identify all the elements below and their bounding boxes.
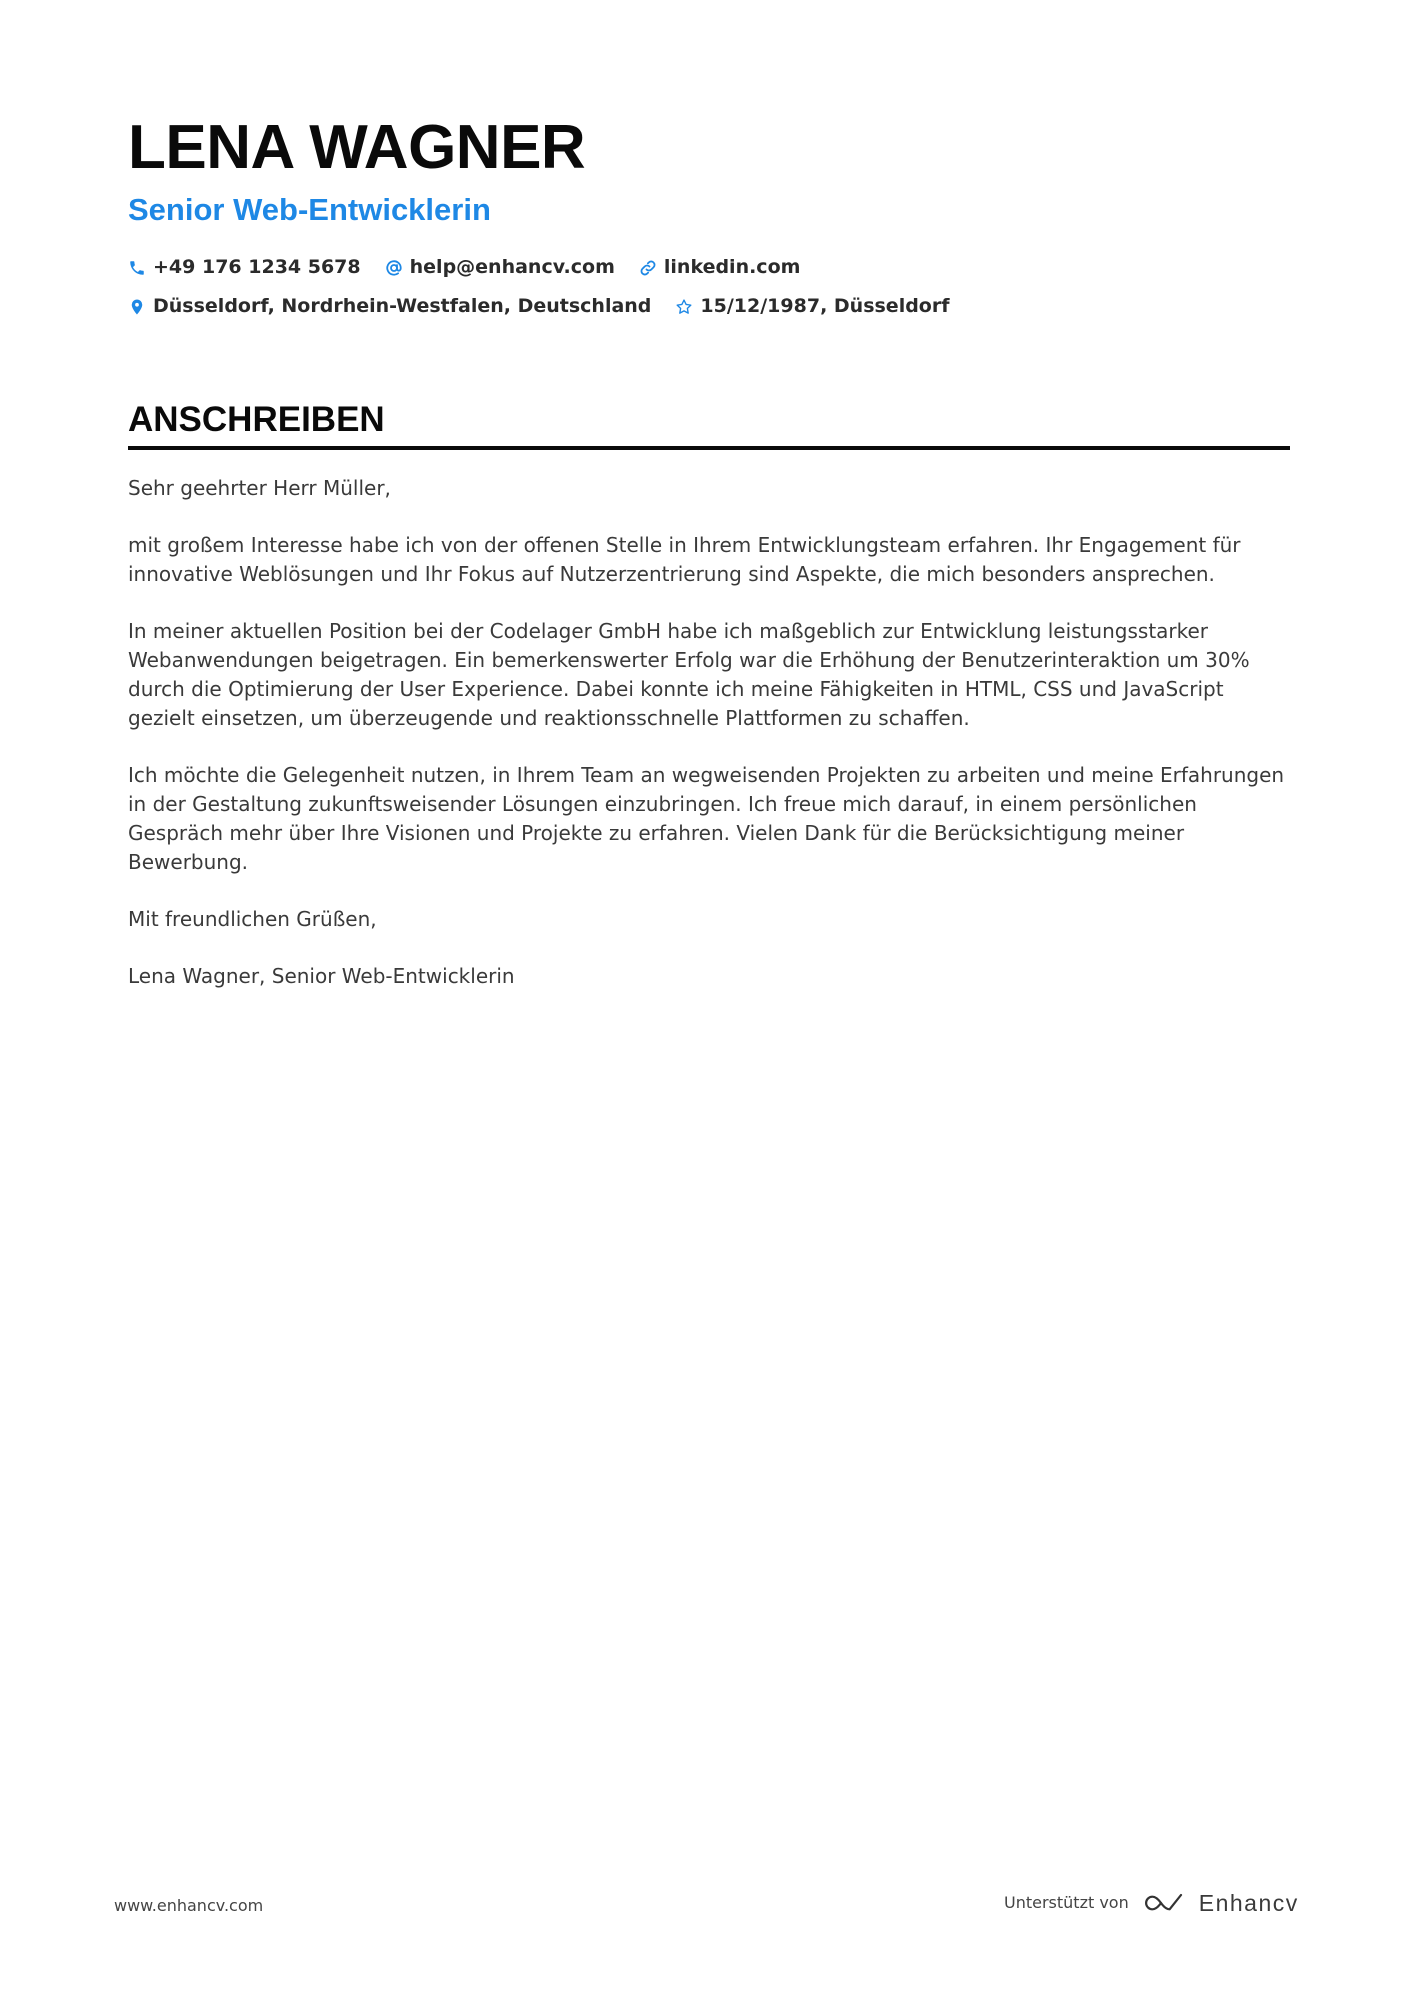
enhancv-logo-icon: [1141, 1890, 1187, 1916]
contact-email[interactable]: [385, 254, 615, 281]
linkedin-link[interactable]: linkedin.com: [663, 256, 801, 278]
powered-by-label: Unterstützt von: [1004, 1893, 1129, 1912]
phone-icon: [128, 259, 146, 277]
letter-closing: Mit freundlichen Grüßen,: [128, 907, 377, 931]
contact-birth: [675, 293, 949, 320]
letter-salutation: Sehr geehrter Herr Müller,: [128, 476, 391, 500]
contact-location: [128, 293, 651, 320]
contact-info: [128, 254, 1290, 320]
applicant-title: Senior Web-Entwicklerin: [128, 192, 491, 227]
section-divider: [128, 446, 1290, 450]
letter-body: [128, 474, 1290, 991]
letter-signature: Lena Wagner, Senior Web-Entwicklerin: [128, 964, 515, 988]
star-icon: [675, 298, 693, 316]
map-pin-icon: [128, 298, 146, 316]
birth-text: 15/12/1987, Düsseldorf: [700, 295, 950, 317]
link-icon: [639, 259, 657, 277]
applicant-name: LENA WAGNER: [128, 113, 586, 182]
location-text: Düsseldorf, Nordrhein-Westfalen, Deutschland: [153, 295, 652, 317]
cover-letter-page: [128, 110, 1290, 1019]
section-header: [128, 400, 1290, 450]
letter-paragraph: Ich möchte die Gelegenheit nutzen, in Ihrem Team an wegweisenden Projekten zu arbeiten und meine Erfahrungen in der Gestaltung zukunftsweisender Lösungen einzubringen. Ich freue mich darauf, in einem persönlichen Gespräch mehr über Ihre Visionen und Projekte zu erfahren. Vielen Dank für die Berücksichtigung meiner Bewerbung.: [128, 763, 1285, 874]
section-title: ANSCHREIBEN: [128, 400, 385, 439]
brand-name: Enhancv: [1198, 1890, 1299, 1916]
at-sign-icon: [385, 259, 403, 277]
phone-number: +49 176 1234 5678: [153, 256, 361, 278]
contact-linkedin[interactable]: [639, 254, 801, 281]
footer-website[interactable]: www.enhancv.com: [114, 1896, 264, 1915]
letter-paragraph: In meiner aktuellen Position bei der Codelager GmbH habe ich maßgeblich zur Entwicklung leistungsstarker Webanwendungen beigetragen. Ein bemerkenswerter Erfolg war die Erhöhung der Benutzerinteraktion um 30% durch die Optimierung der User Experience. Dabei konnte ich meine Fähigkeiten in HTML, CSS und JavaScript gezielt einsetzen, um überzeugende und reaktionsschnelle Plattformen zu schaffen.: [128, 619, 1250, 730]
footer-branding: [1004, 1890, 1299, 1916]
letter-paragraph: mit großem Interesse habe ich von der offenen Stelle in Ihrem Entwicklungsteam erfahren. Ihr Engagement für innovative Weblösungen und Ihr Fokus auf Nutzerzentrierung sind Aspekte, die mich besonders ansprechen.: [128, 533, 1241, 586]
contact-phone: [128, 254, 361, 281]
email-address[interactable]: help@enhancv.com: [409, 256, 615, 278]
